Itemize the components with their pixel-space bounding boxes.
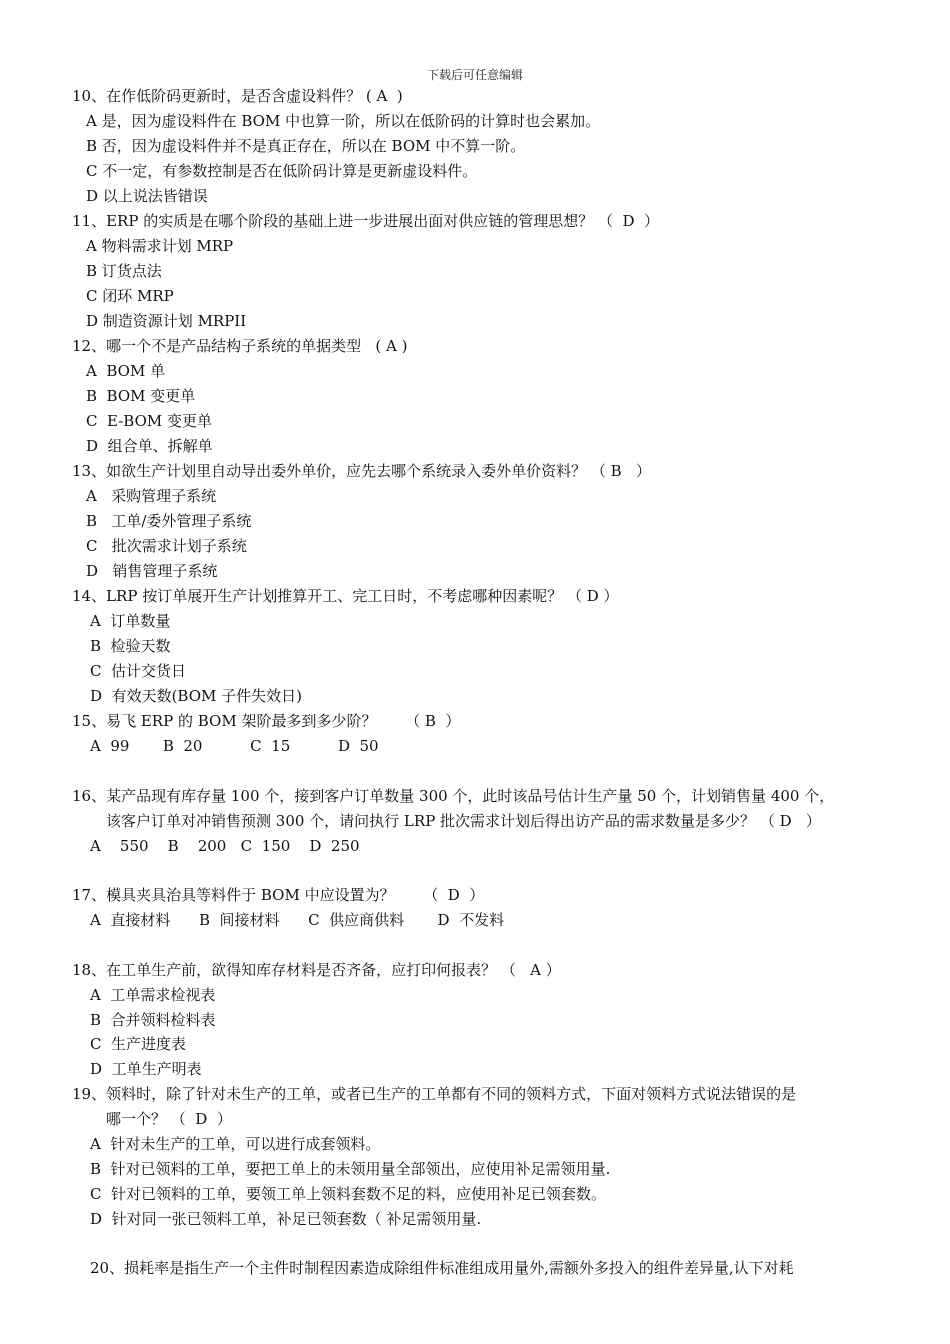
question-19-option-a: A 针对未生产的工单，可以进行成套领料。 [90, 1135, 381, 1153]
question-14-option-c: C 估计交货日 [90, 662, 187, 680]
question-13-option-c: C 批次需求计划子系统 [86, 537, 247, 555]
question-13-option-b: B 工单/委外管理子系统 [86, 512, 252, 530]
question-18-stem: 18、在工单生产前，欲得知库存材料是否齐备，应打印何报表？ （ A ） [72, 961, 561, 979]
question-19-stem-continued: 哪一个？ （ D ） [106, 1110, 232, 1128]
question-19-option-b: B 针对已领料的工单，要把工单上的未领用量全部领出，应使用补足需领用量. [90, 1160, 611, 1178]
question-12-option-b: B BOM 变更单 [86, 387, 196, 405]
question-15-options: A 99 B 20 C 15 D 50 [90, 737, 379, 755]
question-11-option-a: A 物料需求计划 MRP [86, 237, 234, 255]
question-11-option-d: D 制造资源计划 MRPII [86, 312, 247, 330]
question-14-option-a: A 订单数量 [90, 612, 171, 630]
question-14-option-b: B 检验天数 [90, 637, 171, 655]
question-11-option-b: B 订货点法 [86, 262, 162, 280]
question-13-option-a: A 采购管理子系统 [86, 487, 217, 505]
question-10-option-b: B 否，因为虚设料件并不是真正存在，所以在 BOM 中不算一阶。 [86, 137, 526, 155]
question-12-option-a: A BOM 单 [86, 362, 166, 380]
question-11-option-c: C 闭环 MRP [86, 287, 174, 305]
question-18-option-c: C 生产进度表 [90, 1035, 187, 1053]
question-13-stem: 13、如欲生产计划里自动导出委外单价，应先去哪个系统录入委外单价资料？ （ B ） [72, 462, 651, 480]
question-15-stem: 15、易飞 ERP 的 BOM 架阶最多到多少阶？ （ B ） [72, 712, 461, 730]
question-19-stem: 19、领料时，除了针对未生产的工单，或者已生产的工单都有不同的领料方式，下面对领料方式说法错误的是 [72, 1085, 797, 1103]
question-17-options: A 直接材料 B 间接材料 C 供应商供料 D 不发料 [90, 911, 505, 929]
question-10-option-a: A 是，因为虚设料件在 BOM 中也算一阶，所以在低阶码的计算时也会累加。 [86, 112, 601, 130]
question-17-stem: 17、模具夹具治具等料件于 BOM 中应设置为？ （ D ） [72, 886, 485, 904]
question-10-stem: 10、在作低阶码更新时，是否含虚设料件？ ( A ) [72, 87, 403, 105]
question-18-option-b: B 合并领料检料表 [90, 1011, 216, 1029]
question-14-option-d: D 有效天数(BOM 子件失效日) [90, 687, 302, 705]
question-14-stem: 14、LRP 按订单展开生产计划推算开工、完工日时，不考虑哪种因素呢？ （ D ） [72, 587, 619, 605]
question-16-options: A 550 B 200 C 150 D 250 [90, 837, 360, 855]
question-12-stem: 12、哪一个不是产品结构子系统的单据类型 ( A ) [72, 337, 408, 355]
question-18-option-a: A 工单需求检视表 [90, 986, 216, 1004]
question-18-option-d: D 工单生产明表 [90, 1060, 202, 1078]
question-20-stem: 20、损耗率是指生产一个主件时制程因素造成除组件标准组成用量外,需额外多投入的组件差异量,认下对耗 [90, 1259, 794, 1277]
question-12-option-d: D 组合单、拆解单 [86, 437, 213, 455]
question-10-option-c: C 不一定，有参数控制是否在低阶码计算是更新虚设料件。 [86, 162, 478, 180]
question-19-option-c: C 针对已领料的工单，要领工单上领料套数不足的料，应使用补足已领套数。 [90, 1185, 607, 1203]
question-10-option-d: D 以上说法皆错误 [86, 187, 208, 205]
page-header: 下载后可任意编辑 [426, 68, 523, 82]
question-16-stem-continued: 该客户订单对冲销售预测 300 个，请问执行 LRP 批次需求计划后得出访产品的需求数量是多少？ （ D ） [106, 812, 821, 830]
question-16-stem: 16、某产品现有库存量 100 个，接到客户订单数量 300 个，此时该品号估计生产量 50 个，计划销售量 400 个， [72, 787, 835, 805]
question-13-option-d: D 销售管理子系统 [86, 562, 218, 580]
question-11-stem: 11、ERP 的实质是在哪个阶段的基础上进一步进展出面对供应链的管理思想？ （ D ） [72, 212, 660, 230]
question-12-option-c: C E-BOM 变更单 [86, 412, 213, 430]
question-19-option-d: D 针对同一张已领料工单，补足已领套数（ 补足需领用量. [90, 1210, 482, 1228]
